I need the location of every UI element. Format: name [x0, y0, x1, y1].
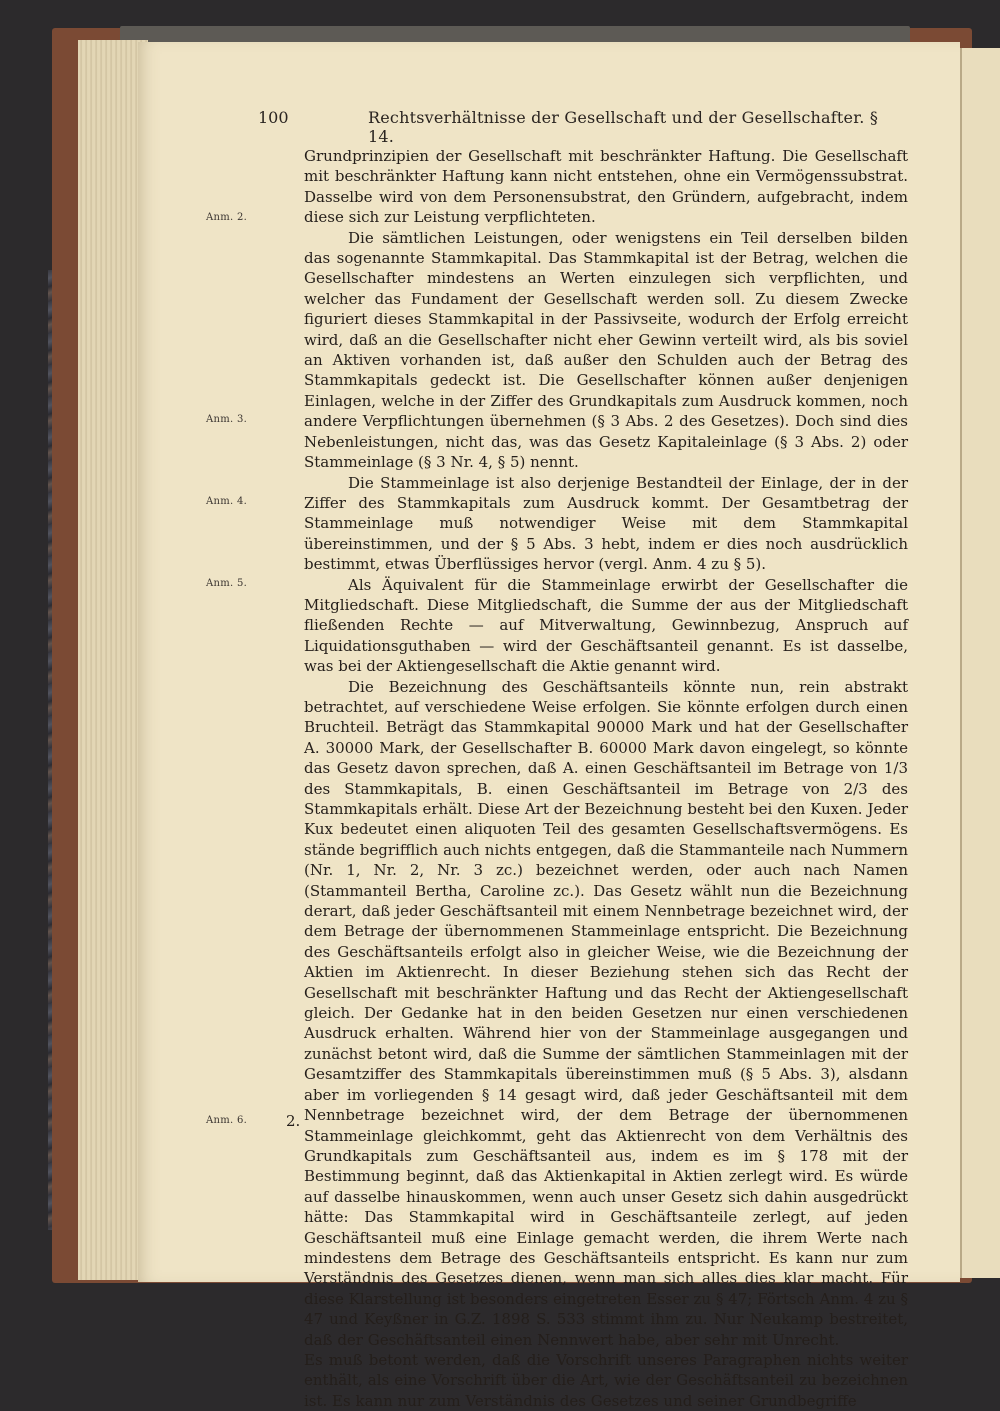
- paragraph-intro: Grundprinzipien der Gesellschaft mit beschränkter Haftung. Die Gesellschaft mit beschränkter Haftung kann nicht entstehen, ohne ein Vermögenssubstrat. Dasselbe wird von dem Personensubstrat, den Gründern, aufgebracht, indem diese sich zur Leistung verpflichteten.: [304, 147, 908, 227]
- margin-note-anm-3: Anm. 3.: [206, 414, 248, 425]
- margin-note-anm-2: Anm. 2.: [206, 212, 248, 223]
- facing-page-edge: [960, 48, 1000, 1278]
- paragraph-anm-3: Die Stammeinlage ist also derjenige Bestandteil der Einlage, der in der Ziffer des Stammkapitals zum Ausdruck kommt. Der Gesamtbetrag der Stammeinlage muß notwendiger Weise mit dem Stammkapital übereinstimmen, und der § 5 Abs. 3 hebt, indem er dies noch ausdrücklich bestimmt, etwas Überflüssiges hervor (vergl. Anm. 4 zu § 5).: [304, 473, 908, 574]
- margin-note-anm-5: Anm. 5.: [206, 578, 248, 589]
- margin-note-anm-4: Anm. 4.: [206, 496, 248, 507]
- margin-note-anm-6: Anm. 6.: [206, 1115, 248, 1126]
- paragraph-anm-2: Die sämtlichen Leistungen, oder wenigstens ein Teil derselben bilden das sogenannte Stammkapital. Das Stammkapital ist der Betrag, welchen die Gesellschafter mindestens an Werten einzulegen sich verpflichten, und welcher das Fundament der Gesellschaft werden soll. Zu diesem Zwecke figuriert dieses Stammkapital in der Passivseite, wodurch der Erfolg erreicht wird, daß an die Gesellschafter nicht eher Gewinn verteilt wird, als bis soviel an Aktiven vorhanden ist, daß außer den Schulden auch der Betrag des Stammkapitals gedeckt ist. Die Gesellschafter können außer denjenigen Einlagen, welche in der Ziffer des Grundkapitals zum Ausdruck kommen, noch andere Verpflichtungen übernehmen (§ 3 Abs. 2 des Gesetzes). Doch sind dies Nebenleistungen, nicht das, was das Gesetz Kapitaleinlage (§ 3 Abs. 2) oder Stammeinlage (§ 3 Nr. 4, § 5) nennt.: [304, 228, 908, 472]
- paragraph-anm-4: Als Äquivalent für die Stammeinlage erwirbt der Gesellschafter die Mitgliedschaft. Diese Mitgliedschaft, die Summe der aus der Mitgliedschaft fließenden Rechte — auf Mitverwaltung, Gewinnbezug, Anspruch auf Liquidationsguthaben — wird der Geschäftsanteil genannt. Es ist dasselbe, was bei der Aktiengesellschaft die Aktie genannt wird.: [304, 575, 908, 676]
- paragraph-anm-5: Die Bezeichnung des Geschäftsanteils könnte nun, rein abstrakt betrachtet, auf verschiedene Weise erfolgen. Sie könnte erfolgen durch einen Bruchteil. Beträgt das Stammkapital 90000 Mark und hat der Gesellschafter A. 30000 Mark, der Gesellschafter B. 60000 Mark davon eingelegt, so könnte das Gesetz davon sprechen, daß A. einen Geschäftsanteil im Betrage von 1/3 des Stammkapitals, B. einen Geschäftsanteil im Betrage von 2/3 des Stammkapitals erhält. Diese Art der Bezeichnung besteht bei den Kuxen. Jeder Kux bedeutet einen aliquoten Teil des gesamten Gesellschaftsvermögens. Es stände begrifflich auch nichts entgegen, daß die Stammanteile nach Nummern (Nr. 1, Nr. 2, Nr. 3 zc.) bezeichnet werden, oder auch nach Namen (Stammanteil Bertha, Caroline zc.). Das Gesetz wählt nun die Bezeichnung derart, daß jeder Geschäftsanteil mit einem Nennbetrage bezeichnet wird, der dem Betrage der übernommenen Stammeinlage entspricht. Die Bezeichnung des Geschäftsanteils erfolgt also in gleicher Weise, wie die Bezeichnung der Aktien im Aktienrecht. In dieser Beziehung stehen sich das Recht der Gesellschaft mit beschränkter Haftung und das Recht der Aktiengesellschaft gleich. Der Gedanke hat in den beiden Gesetzen nur einen verschiedenen Ausdruck erhalten. Während hier von der Stammeinlage ausgegangen und zunächst betont wird, daß die Summe der sämtlichen Stammeinlagen mit der Gesamtziffer des Stammkapitals übereinstimmen muß (§ 5 Abs. 3), alsdann aber im vorliegenden § 14 gesagt wird, daß jeder Geschäftsanteil mit dem Nennbetrage bezeichnet wird, der dem Betrage der übernommenen Stammeinlage gleichkommt, geht das Aktienrecht von dem Verhältnis des Grundkapitals zum Geschäftsanteil aus, indem es im § 178 mit der Bestimmung beginnt, daß das Aktienkapital in Aktien zerlegt wird. Es würde auf dasselbe hinauskommen, wenn auch unser Gesetz sich dahin ausgedrückt hätte: Das Stammkapital wird in Geschäftsanteile zerlegt, auf jeden Geschäftsanteil muß eine Einlage gemacht werden, die ihrem Werte nach mindestens dem Betrage des Geschäftsanteils entspricht. Es kann nur zum Verständnis des Gesetzes dienen, wenn man sich alles dies klar macht. Für diese Klarstellung ist besonders eingetreten Esser zu § 47; Förtsch Anm. 4 zu § 47 und Keyßner in G.Z. 1898 S. 533 stimmt ihm zu. Nur Neukamp bestreitet, daß der Geschäftsanteil einen Nennwert habe, aber sehr mit Unrecht.: [304, 677, 908, 1349]
- body-text: [304, 146, 908, 1411]
- page-header: [258, 108, 898, 146]
- paragraph-anm-6: Es muß betont werden, daß die Vorschrift unseres Paragraphen nichts weiter enthält, als eine Vorschrift über die Art, wie der Geschäftsanteil zu bezeichnen ist. Es kann nur zum Verständnis des Gesetzes und seiner Grundbegriffe: [304, 1350, 908, 1410]
- running-head: Rechtsverhältnisse der Gesellschaft und der Gesellschafter. § 14.: [368, 108, 879, 146]
- page-number: 100: [258, 108, 289, 127]
- section-number: 2.: [286, 1112, 301, 1130]
